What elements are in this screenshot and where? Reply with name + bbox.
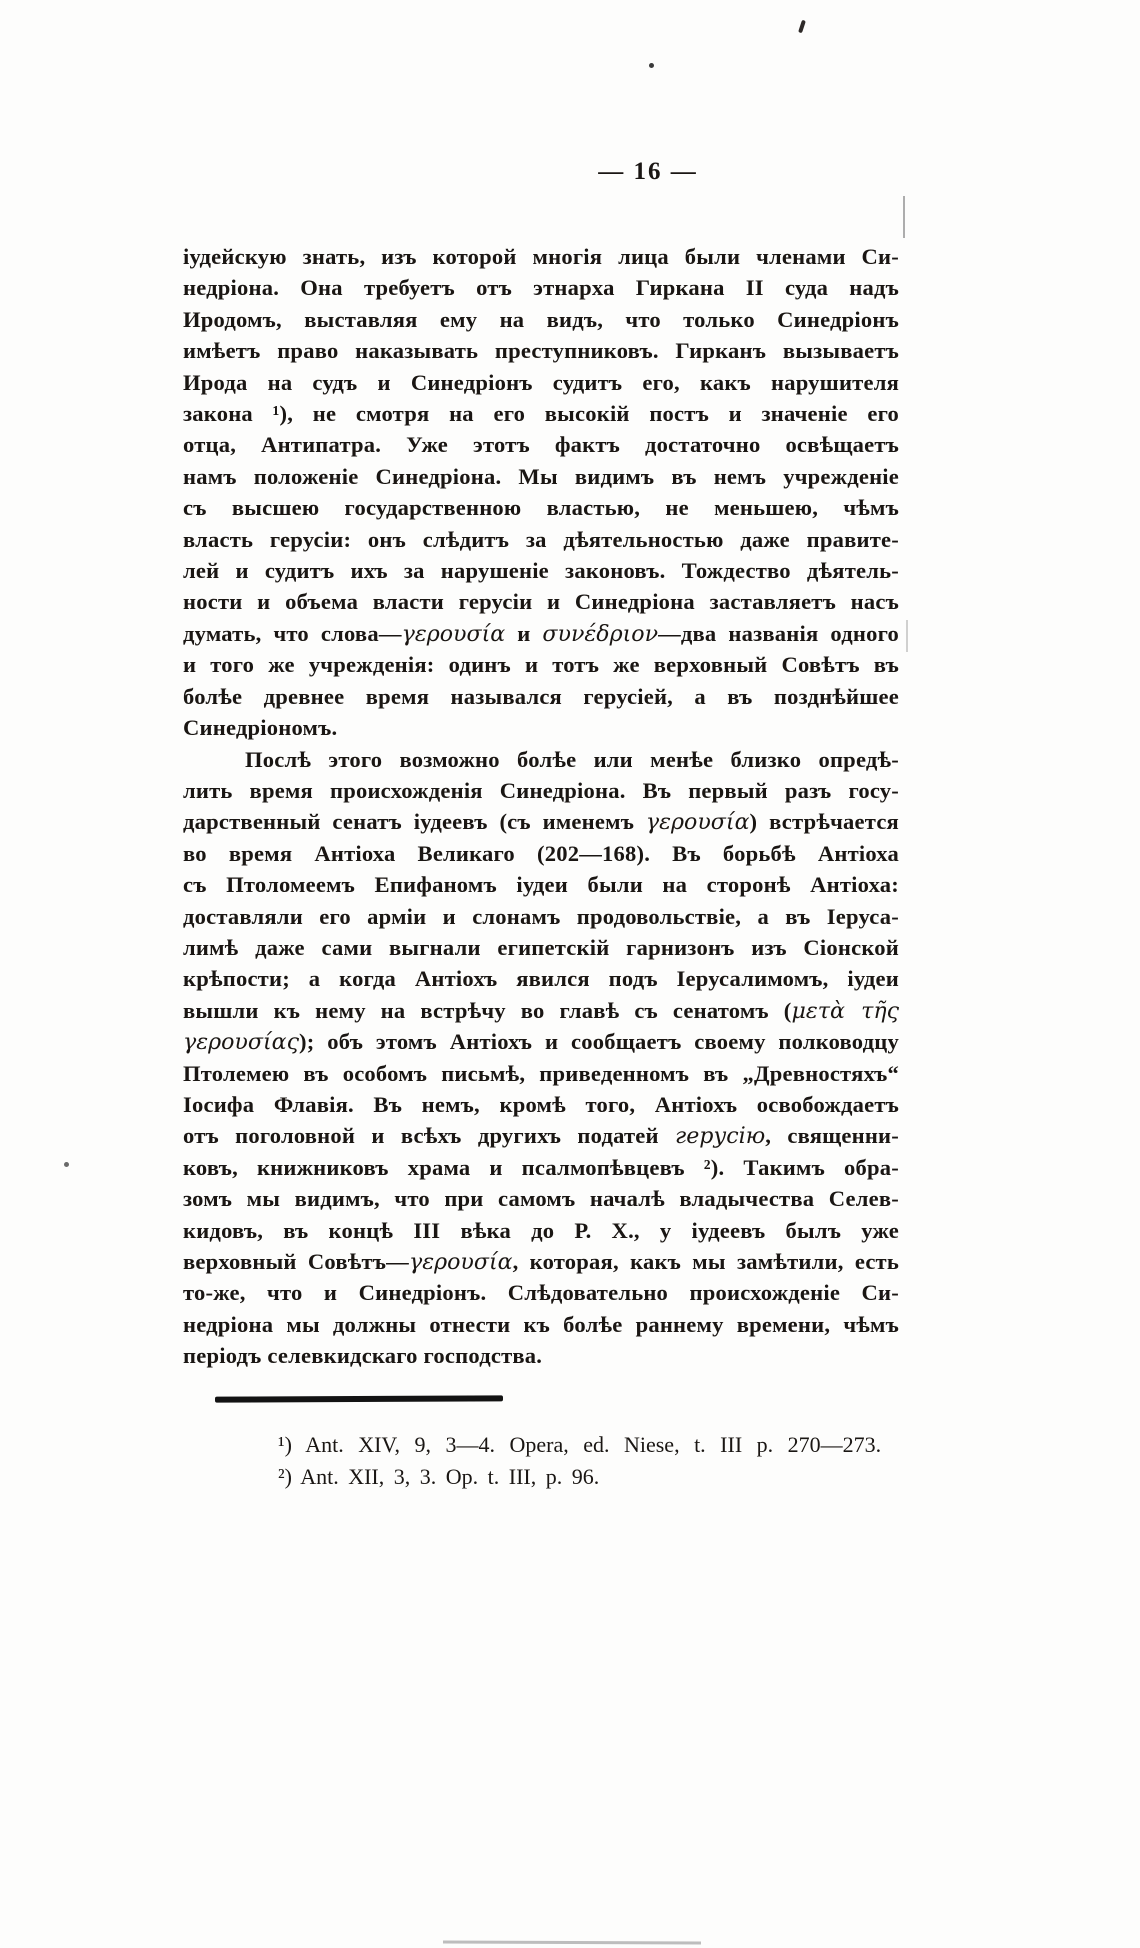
text-line: іудейскую знать, изъ которой многія лица были членами Си-: [183, 244, 899, 269]
footnote-1: ¹) Ant. XIV, 9, 3—4. Opera, ed. Niese, t. III p. 270—273.: [278, 1432, 882, 1457]
text-line: верховный Совѣтъ—γερουσία, которая, какъ мы замѣтили, есть: [183, 1249, 899, 1275]
text-line: власть герусіи: онъ слѣдитъ за дѣятельностью даже правите-: [183, 526, 899, 552]
scan-artifact-right-margin-line-2: [906, 620, 908, 652]
text-line: Птолемею въ особомъ письмѣ, приведенномъ въ „Древностяхъ“: [183, 1060, 899, 1086]
scan-artifact-dot-left-margin: [64, 1162, 69, 1167]
text-body: [183, 241, 899, 1372]
text-line: имѣетъ право наказывать преступниковъ. Гирканъ вызываетъ: [183, 338, 899, 364]
scan-artifact-dot-top: [649, 63, 654, 68]
text-line: Послѣ этого возможно болѣе или менѣе близко опредѣ-: [245, 746, 899, 772]
text-line: вышли къ нему на встрѣчу во главѣ съ сенатомъ (μετὰ τῆς: [183, 997, 899, 1024]
text-line: недріона. Она требуетъ отъ этнарха Гиркана II суда надъ: [183, 275, 899, 301]
text-line: кидовъ, въ концѣ III вѣка до Р. Х., у іудеевъ былъ уже: [183, 1217, 899, 1243]
text-line: съ высшею государственною властью, не меньшею, чѣмъ: [183, 495, 899, 521]
text-line: лей и судитъ ихъ за нарушеніе законовъ. Тождество дѣятель-: [183, 558, 899, 584]
text-line: крѣпости; а когда Антіохъ явился подъ Іерусалимомъ, іудеи: [183, 966, 899, 992]
text-line: во время Антіоха Великаго (202—168). Въ борьбѣ Антіоха: [183, 840, 899, 866]
text-line: періодъ селевкидскаго господства.: [183, 1343, 543, 1369]
text-line: съ Птоломеемъ Епифаномъ іудеи были на сторонѣ Антіоха:: [183, 872, 899, 898]
scan-artifact-apostrophe-mark: [798, 20, 806, 34]
text-line: думать, что слова—γερουσία и συνέδριον—два названія одного: [183, 620, 899, 647]
text-line: доставляли его арміи и слонамъ продовольствіе, а въ Іеруса-: [183, 903, 899, 929]
text-line: Іосифа Флавія. Въ немъ, кромѣ того, Антіохъ освобождаетъ: [183, 1091, 899, 1117]
text-line: дарственный сенатъ іудеевъ (съ именемъ γερουσία) встрѣчается: [183, 809, 899, 836]
scan-artifact-right-margin-line-1: [903, 196, 905, 238]
text-line: зомъ мы видимъ, что при самомъ началѣ владычества Селев-: [183, 1186, 899, 1212]
page-number: — 16 —: [598, 158, 698, 185]
text-line: Ирода на судъ и Синедріонъ судитъ его, какъ нарушителя: [183, 369, 899, 395]
text-line: ковъ, книжниковъ храма и псалмопѣвцевъ ²). Такимъ обра-: [183, 1154, 899, 1180]
text-line: γερουσίας); объ этомъ Антіохъ и сообщаетъ своему полководцу: [183, 1029, 899, 1056]
footnote-2: ²) Ant. XII, 3, 3. Op. t. III, p. 96.: [278, 1464, 600, 1489]
text-line: болѣе древнее время назывался герусіей, а въ позднѣйшее: [183, 683, 899, 709]
text-line: отца, Антипатра. Уже этотъ фактъ достаточно освѣщаетъ: [183, 432, 899, 458]
text-line: Синедріономъ.: [183, 715, 338, 741]
scan-artifact-bottom-edge-line: [443, 1941, 701, 1945]
text-line: закона ¹), не смотря на его высокій постъ и значеніе его: [183, 401, 899, 427]
text-line: лимѣ даже сами выгнали египетскій гарнизонъ изъ Сіонской: [183, 934, 899, 960]
text-line: ности и объема власти герусіи и Синедріона заставляетъ насъ: [183, 589, 899, 615]
footnote-separator-rule: [215, 1395, 503, 1402]
text-line: намъ положеніе Синедріона. Мы видимъ въ немъ учрежденіе: [183, 463, 899, 489]
text-line: и того же учрежденія: одинъ и тотъ же верховный Совѣтъ въ: [183, 652, 899, 678]
text-line: то-же, что и Синедріонъ. Слѣдовательно происхожденіе Си-: [183, 1280, 899, 1306]
text-line: Иродомъ, выставляя ему на видъ, что только Синедріонъ: [183, 306, 899, 332]
text-line: недріона мы должны отнести къ болѣе раннему времени, чѣмъ: [183, 1311, 899, 1337]
text-line: отъ поголовной и всѣхъ другихъ податей герусію, священни-: [183, 1123, 899, 1150]
text-line: лить время происхожденія Синедріона. Въ первый разъ госу-: [183, 777, 899, 803]
